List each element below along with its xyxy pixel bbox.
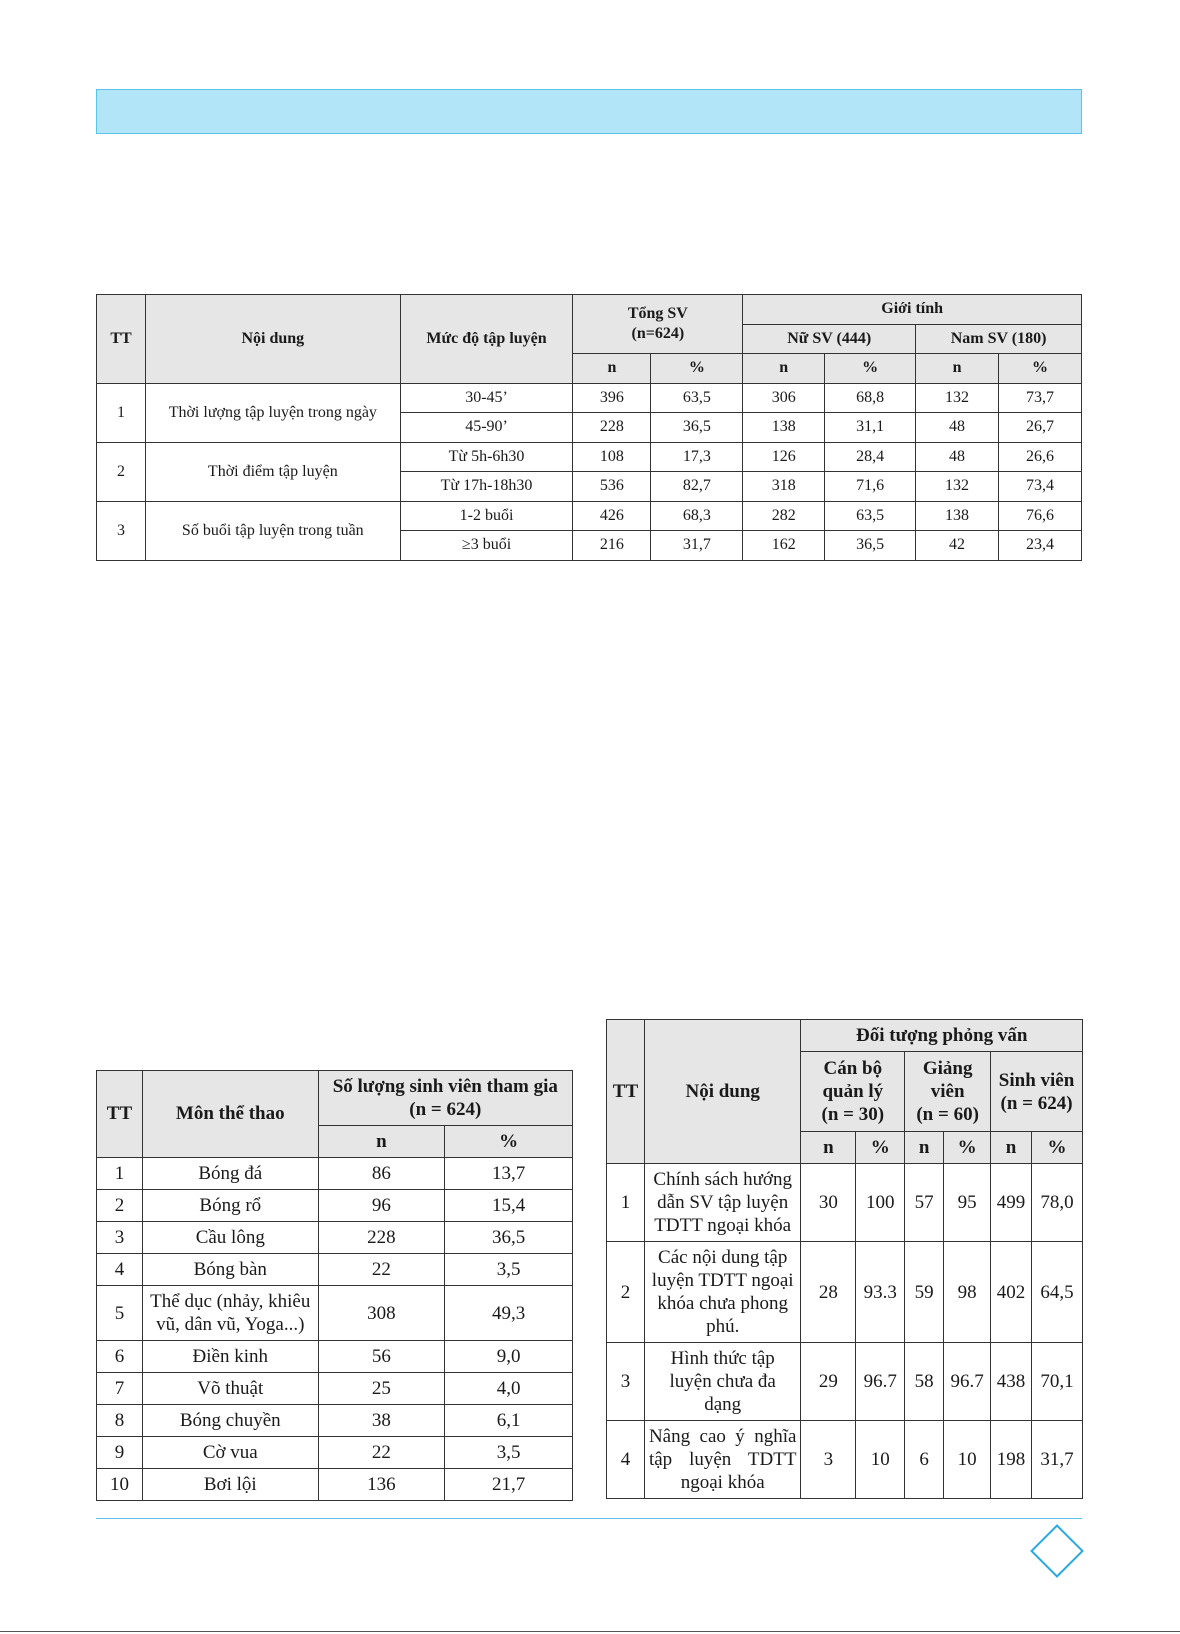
footer-divider [96,1518,1082,1519]
table-row [607,1242,1083,1343]
row-tt: 4 [97,1254,143,1286]
cell: 56 [318,1341,445,1373]
cell: 95 [944,1164,991,1242]
cell: 216 [573,531,651,561]
cell: 71,6 [825,472,916,502]
header-pct: % [825,354,916,384]
cell: 3,5 [445,1254,573,1286]
header-noi-dung: Nội dung [644,1020,800,1164]
table-row [97,1190,573,1222]
cell: 86 [318,1158,445,1190]
header-n: n [801,1132,856,1164]
header-can-bo: Cán bộ quản lý (n = 30) [801,1052,905,1132]
header-n: n [905,1132,944,1164]
table-row [97,1373,573,1405]
cell: 396 [573,383,651,413]
cell: 36,5 [445,1222,573,1254]
row-tt: 6 [97,1341,143,1373]
cell: 31,7 [651,531,743,561]
cell: 108 [573,442,651,472]
row-tt: 10 [97,1469,143,1501]
header-mon: Môn thể thao [142,1071,318,1158]
cell: 282 [743,501,825,531]
row-mon: Bóng đá [142,1158,318,1190]
row-muc-do: 1-2 buổi [400,501,573,531]
cell: 68,3 [651,501,743,531]
cell: 26,7 [999,413,1082,443]
row-noi-dung: Thời lượng tập luyện trong ngày [145,383,400,442]
cell: 6,1 [445,1405,573,1437]
cell: 70,1 [1032,1343,1083,1421]
interview-results-table [606,1019,1083,1499]
header-pct: % [1032,1132,1083,1164]
table-row [97,1286,573,1341]
cell: 3 [801,1421,856,1499]
cell: 64,5 [1032,1242,1083,1343]
cell: 93.3 [856,1242,905,1343]
row-tt: 9 [97,1437,143,1469]
row-mon: Điền kinh [142,1341,318,1373]
cell: 30 [801,1164,856,1242]
row-tt: 3 [607,1343,645,1421]
training-level-table [96,294,1082,561]
row-tt: 1 [97,1158,143,1190]
cell: 23,4 [999,531,1082,561]
table-row [97,383,1082,413]
cell: 26,6 [999,442,1082,472]
cell: 73,7 [999,383,1082,413]
row-mon: Thể dục (nhảy, khiêu vũ, dân vũ, Yoga...) [142,1286,318,1341]
table-row [97,501,1082,531]
cell: 138 [916,501,999,531]
cell: 10 [944,1421,991,1499]
cell: 15,4 [445,1190,573,1222]
row-mon: Bóng bàn [142,1254,318,1286]
cell: 308 [318,1286,445,1341]
table-row [97,1405,573,1437]
cell: 132 [916,472,999,502]
header-n: n [573,354,651,384]
cell: 22 [318,1437,445,1469]
cell: 228 [573,413,651,443]
row-noi-dung: Chính sách hướng dẫn SV tập luyện TDTT ngoại khóa [644,1164,800,1242]
cell: 426 [573,501,651,531]
header-pct: % [651,354,743,384]
header-tt: TT [97,295,146,384]
header-sinh-vien: Sinh viên (n = 624) [991,1052,1083,1132]
header-gioi-tinh: Giới tính [743,295,1082,325]
row-tt: 1 [97,383,146,442]
row-tt: 3 [97,1222,143,1254]
row-noi-dung: Thời điểm tập luyện [145,442,400,501]
cell: 3,5 [445,1437,573,1469]
header-n: n [743,354,825,384]
bottom-rule [0,1631,1180,1632]
cell: 42 [916,531,999,561]
row-noi-dung: Nâng cao ý nghĩa tập luyện TDTT ngoại khóa [644,1421,800,1499]
row-tt: 7 [97,1373,143,1405]
header-pct: % [856,1132,905,1164]
cell: 48 [916,442,999,472]
row-muc-do: ≥3 buổi [400,531,573,561]
cell: 162 [743,531,825,561]
row-noi-dung: Hình thức tập luyện chưa đa dạng [644,1343,800,1421]
cell: 96.7 [944,1343,991,1421]
table-row [97,1254,573,1286]
cell: 9,0 [445,1341,573,1373]
cell: 198 [991,1421,1032,1499]
cell: 6 [905,1421,944,1499]
header-nu-sv: Nữ SV (444) [743,324,916,354]
row-tt: 4 [607,1421,645,1499]
row-muc-do: Từ 17h-18h30 [400,472,573,502]
cell: 78,0 [1032,1164,1083,1242]
table-row [607,1421,1083,1499]
header-n: n [916,354,999,384]
cell: 48 [916,413,999,443]
cell: 38 [318,1405,445,1437]
cell: 318 [743,472,825,502]
row-tt: 2 [97,1190,143,1222]
cell: 21,7 [445,1469,573,1501]
cell: 36,5 [825,531,916,561]
table-row [607,1343,1083,1421]
header-nam-sv: Nam SV (180) [916,324,1082,354]
row-noi-dung: Số buổi tập luyện trong tuần [145,501,400,560]
table-row [97,1469,573,1501]
cell: 57 [905,1164,944,1242]
cell: 98 [944,1242,991,1343]
cell: 59 [905,1242,944,1343]
row-muc-do: 30-45’ [400,383,573,413]
row-mon: Bóng chuyền [142,1405,318,1437]
cell: 36,5 [651,413,743,443]
cell: 29 [801,1343,856,1421]
header-muc-do: Mức độ tập luyện [400,295,573,384]
cell: 63,5 [651,383,743,413]
header-tt: TT [607,1020,645,1164]
cell: 132 [916,383,999,413]
header-n: n [991,1132,1032,1164]
cell: 58 [905,1343,944,1421]
header-giang-vien: Giảng viên (n = 60) [905,1052,991,1132]
row-mon: Bóng rổ [142,1190,318,1222]
cell: 138 [743,413,825,443]
cell: 402 [991,1242,1032,1343]
cell: 4,0 [445,1373,573,1405]
cell: 25 [318,1373,445,1405]
row-tt: 1 [607,1164,645,1242]
table-row [607,1164,1083,1242]
cell: 28 [801,1242,856,1343]
header-pct: % [445,1126,573,1158]
cell: 63,5 [825,501,916,531]
sports-participation-table [96,1070,573,1501]
cell: 28,4 [825,442,916,472]
cell: 10 [856,1421,905,1499]
cell: 31,7 [1032,1421,1083,1499]
cell: 31,1 [825,413,916,443]
row-mon: Võ thuật [142,1373,318,1405]
cell: 438 [991,1343,1032,1421]
table-row [97,1222,573,1254]
cell: 22 [318,1254,445,1286]
header-band [96,89,1082,134]
row-mon: Bơi lội [142,1469,318,1501]
cell: 76,6 [999,501,1082,531]
table-row [97,1158,573,1190]
cell: 536 [573,472,651,502]
row-tt: 2 [97,442,146,501]
cell: 499 [991,1164,1032,1242]
diamond-badge-icon [1030,1524,1084,1578]
cell: 73,4 [999,472,1082,502]
header-doi-tuong: Đối tượng phỏng vấn [801,1020,1083,1052]
row-muc-do: 45-90’ [400,413,573,443]
header-n: n [318,1126,445,1158]
row-mon: Cầu lông [142,1222,318,1254]
cell: 17,3 [651,442,743,472]
table-row [97,442,1082,472]
row-mon: Cờ vua [142,1437,318,1469]
cell: 82,7 [651,472,743,502]
header-tong-sv: Tổng SV (n=624) [573,295,743,354]
row-noi-dung: Các nội dung tập luyện TDTT ngoại khóa chưa phong phú. [644,1242,800,1343]
cell: 68,8 [825,383,916,413]
cell: 100 [856,1164,905,1242]
row-tt: 8 [97,1405,143,1437]
cell: 96 [318,1190,445,1222]
cell: 13,7 [445,1158,573,1190]
table-row [97,1437,573,1469]
header-so-luong: Số lượng sinh viên tham gia (n = 624) [318,1071,572,1126]
cell: 136 [318,1469,445,1501]
cell: 49,3 [445,1286,573,1341]
header-noi-dung: Nội dung [145,295,400,384]
row-tt: 2 [607,1242,645,1343]
table-row [97,1341,573,1373]
header-tt: TT [97,1071,143,1158]
header-pct: % [944,1132,991,1164]
header-pct: % [999,354,1082,384]
row-tt: 5 [97,1286,143,1341]
cell: 96.7 [856,1343,905,1421]
row-tt: 3 [97,501,146,560]
cell: 228 [318,1222,445,1254]
cell: 126 [743,442,825,472]
row-muc-do: Từ 5h-6h30 [400,442,573,472]
cell: 306 [743,383,825,413]
